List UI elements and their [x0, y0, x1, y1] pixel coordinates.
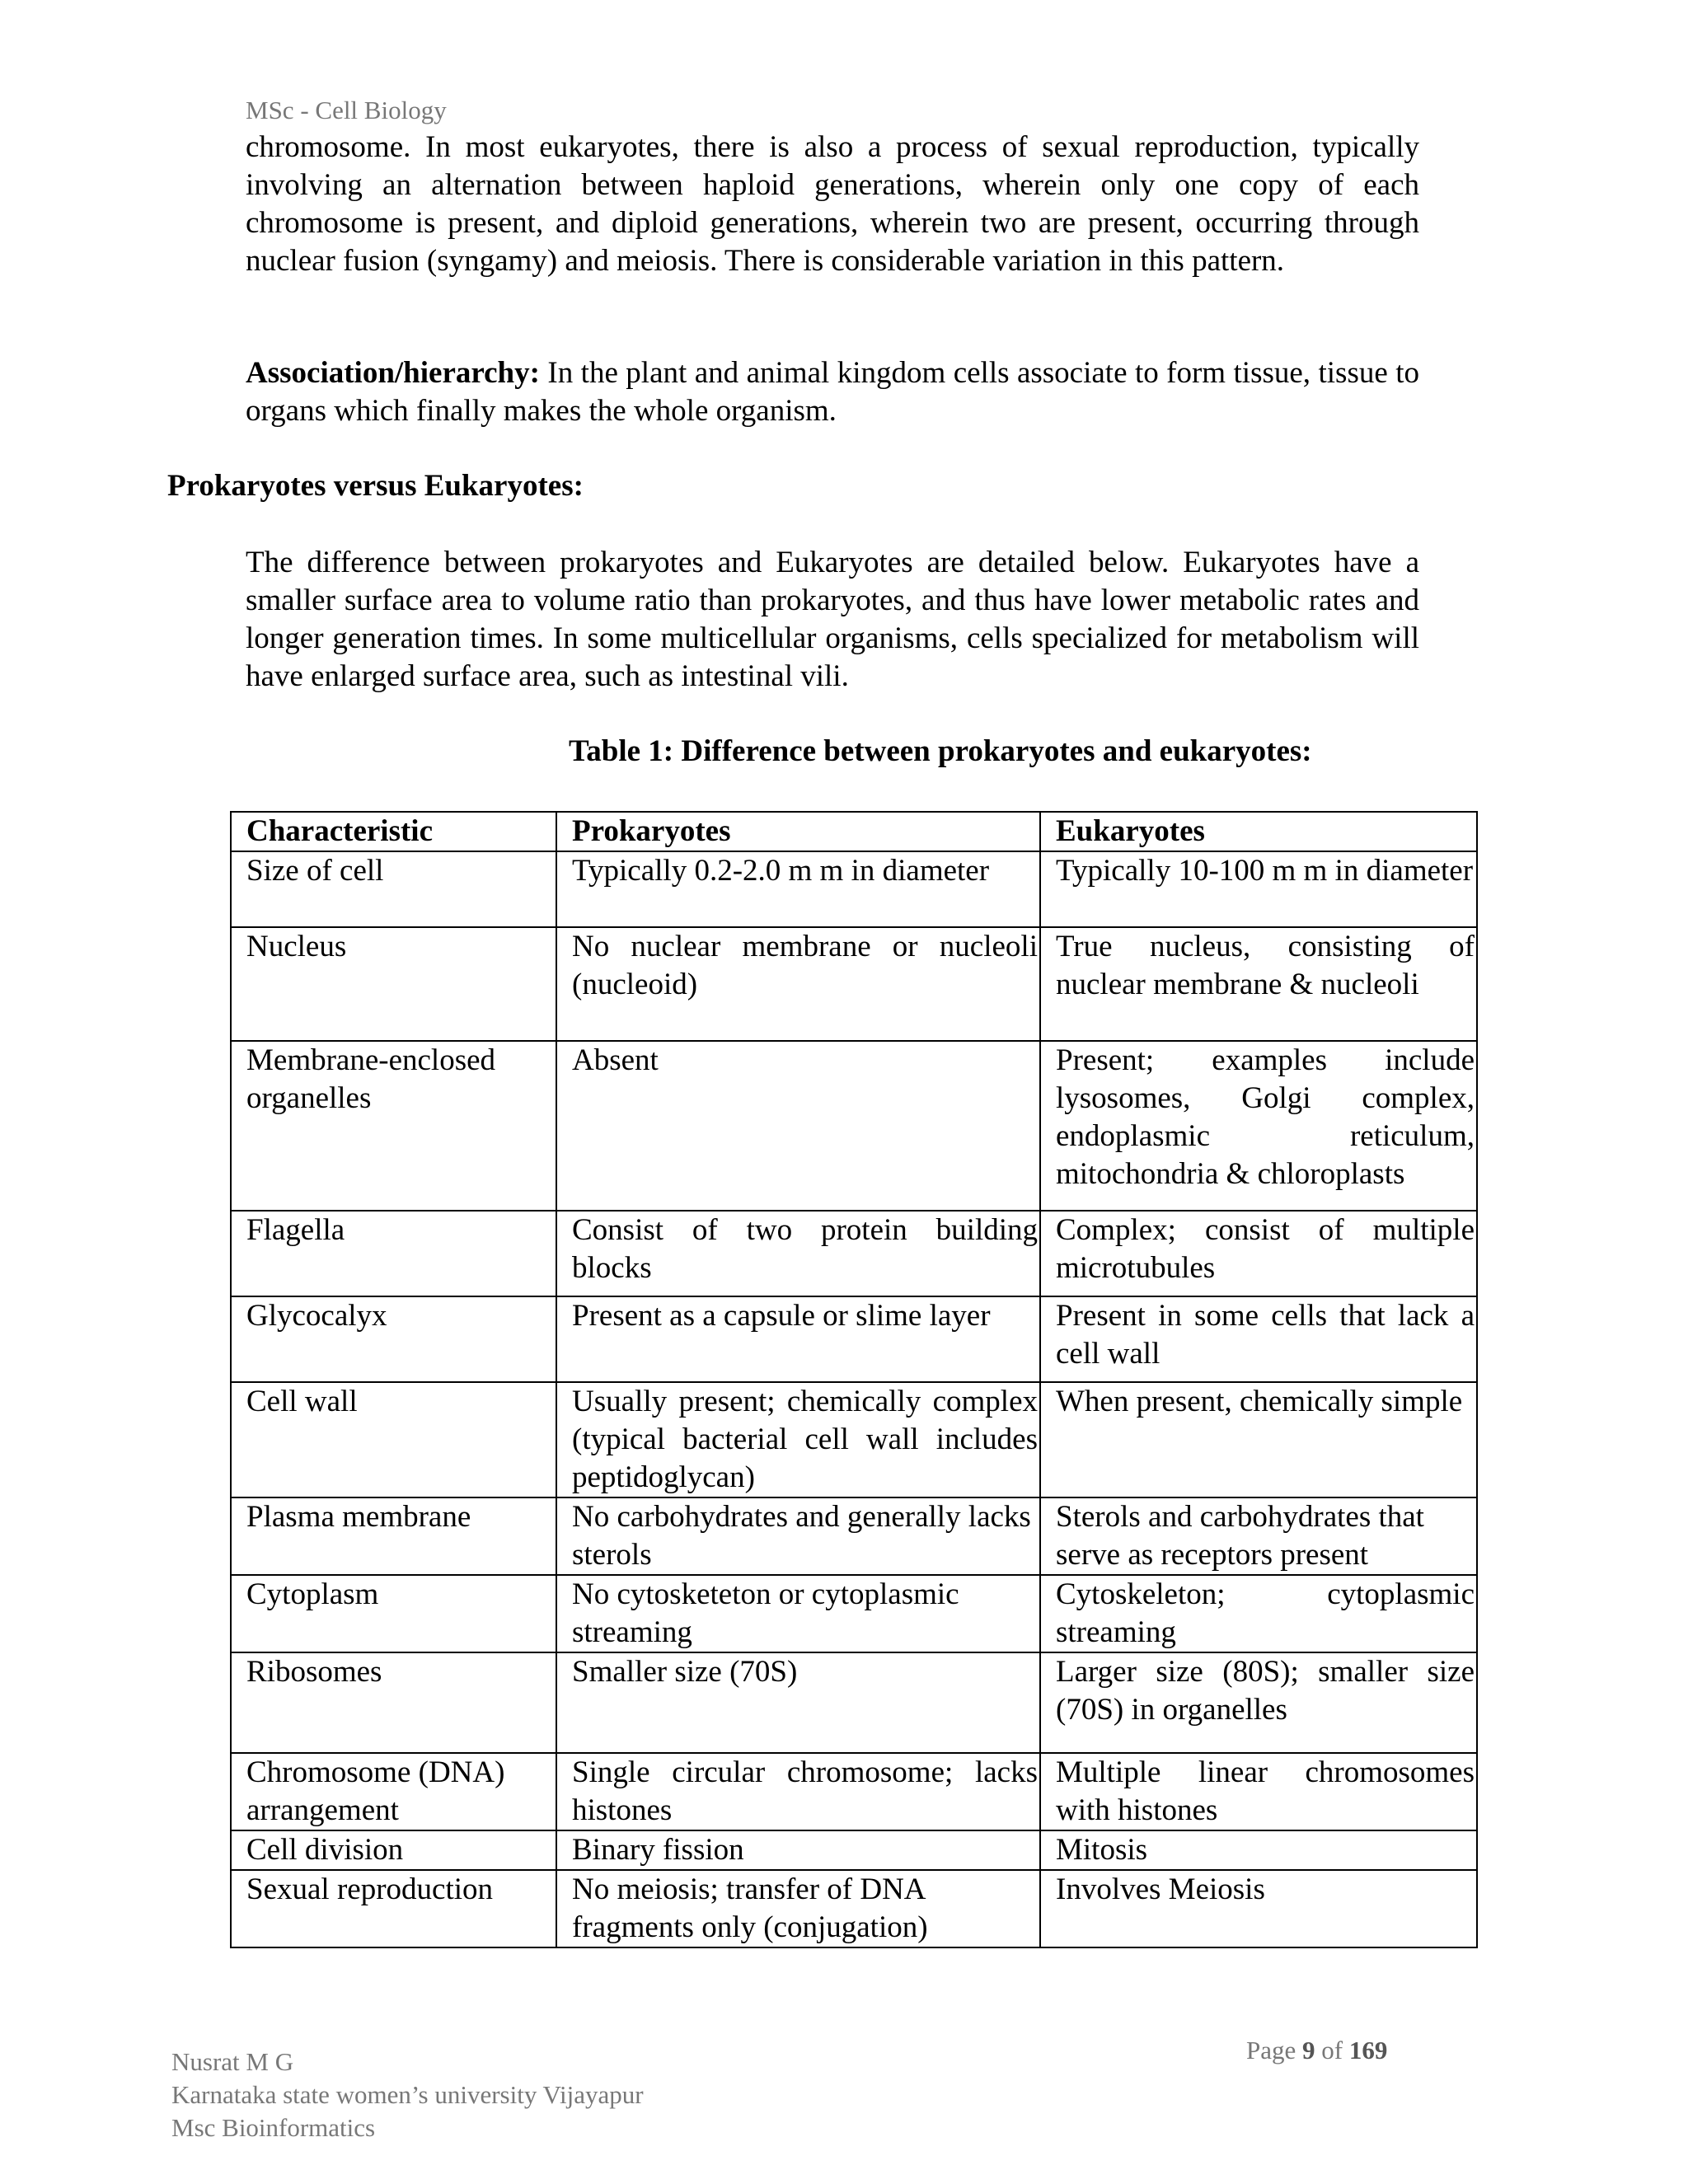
- cell-prokaryotes: No carbohydrates and generally lacks sterols: [556, 1497, 1040, 1575]
- cell-characteristic: Chromosome (DNA) arrangement: [231, 1753, 556, 1830]
- paragraph-sexual-reproduction: chromosome. In most eukaryotes, there is also a process of sexual reproduction, typically involving an alternation between haploid generations, wherein only one copy of each chromosome is present, and diploid generations, wherein two are present, occurring through nuclear fusion (syngamy) and meiosis. There is considerable variation in this pattern.: [246, 130, 1419, 278]
- cell-prokaryotes: No meiosis; transfer of DNA fragments only (conjugation): [556, 1870, 1040, 1947]
- cell-eukaryotes: Mitosis: [1040, 1830, 1477, 1870]
- page-current: 9: [1302, 2036, 1315, 2064]
- cell-characteristic: Cytoplasm: [231, 1575, 556, 1652]
- table-row: [231, 851, 1477, 927]
- cell-characteristic: Glycocalyx: [231, 1296, 556, 1382]
- cell-characteristic: Cell wall: [231, 1382, 556, 1497]
- comparison-table: [230, 811, 1478, 1948]
- cell-characteristic: Plasma membrane: [231, 1497, 556, 1575]
- paragraph-differences: The difference between prokaryotes and Eukaryotes are detailed below. Eukaryotes have a smaller surface area to volume ratio than prokaryotes, and thus have lower metabolic rates and longer generation times. In some multicellular organisms, cells specialized for metabolism will have enlarged surface area, such as intestinal vili.: [246, 546, 1419, 693]
- table-title: Table 1: Difference between prokaryotes and eukaryotes:: [569, 734, 1312, 768]
- table-row: [231, 1382, 1477, 1497]
- cell-eukaryotes: Multiple linear chromosomes with histones: [1040, 1753, 1477, 1830]
- footer-author-block: [171, 2046, 644, 2144]
- table-row: [231, 1753, 1477, 1830]
- table-row: [231, 1830, 1477, 1870]
- table-row: [231, 1497, 1477, 1575]
- cell-characteristic: Flagella: [231, 1211, 556, 1296]
- page-prefix: Page: [1246, 2036, 1303, 2064]
- cell-characteristic: Ribosomes: [231, 1652, 556, 1753]
- cell-characteristic: Size of cell: [231, 851, 556, 927]
- cell-eukaryotes: Typically 10-100 m m in diameter: [1040, 851, 1477, 927]
- header-eukaryotes: Eukaryotes: [1040, 812, 1477, 851]
- cell-characteristic: Cell division: [231, 1830, 556, 1870]
- table-row: [231, 1211, 1477, 1296]
- running-header: MSc - Cell Biology: [246, 96, 447, 124]
- table-row: [231, 1652, 1477, 1753]
- footer-author: Nusrat M G: [171, 2047, 294, 2076]
- table-row: [231, 1296, 1477, 1382]
- page-total: 169: [1348, 2036, 1388, 2064]
- cell-prokaryotes: No cytosketeton or cytoplasmic streaming: [556, 1575, 1040, 1652]
- cell-eukaryotes: Larger size (80S); smaller size (70S) in organelles: [1040, 1652, 1477, 1753]
- paragraph-association: [246, 354, 1419, 430]
- cell-characteristic: Sexual reproduction: [231, 1870, 556, 1947]
- cell-characteristic: Nucleus: [231, 927, 556, 1041]
- cell-eukaryotes: Cytoskeleton; cytoplasmic streaming: [1040, 1575, 1477, 1652]
- cell-prokaryotes: Consist of two protein building blocks: [556, 1211, 1040, 1296]
- cell-eukaryotes: True nucleus, consisting of nuclear membrane & nucleoli: [1040, 927, 1477, 1041]
- page-number: [1246, 2036, 1387, 2065]
- cell-prokaryotes: Smaller size (70S): [556, 1652, 1040, 1753]
- cell-prokaryotes: Usually present; chemically complex (typical bacterial cell wall includes peptidoglycan): [556, 1382, 1040, 1497]
- cell-eukaryotes: Complex; consist of multiple microtubules: [1040, 1211, 1477, 1296]
- cell-prokaryotes: Typically 0.2-2.0 m m in diameter: [556, 851, 1040, 927]
- section-heading: Prokaryotes versus Eukaryotes:: [167, 469, 584, 503]
- cell-eukaryotes: Present; examples include lysosomes, Golgi complex, endoplasmic reticulum, mitochondria & chloroplasts: [1040, 1041, 1477, 1211]
- cell-prokaryotes: Binary fission: [556, 1830, 1040, 1870]
- page-of: of: [1315, 2036, 1349, 2064]
- cell-eukaryotes: Sterols and carbohydrates that serve as receptors present: [1040, 1497, 1477, 1575]
- table-row: [231, 1041, 1477, 1211]
- cell-eukaryotes: When present, chemically simple: [1040, 1382, 1477, 1497]
- header-characteristic: Characteristic: [231, 812, 556, 851]
- footer-program: Msc Bioinformatics: [171, 2113, 376, 2142]
- footer-institution: Karnataka state women’s university Vijayapur: [171, 2080, 644, 2109]
- association-text: In the plant and animal kingdom cells associate to form tissue, tissue to organs which finally makes the whole organism.: [246, 356, 1419, 428]
- table-header-row: [231, 812, 1477, 851]
- table-row: [231, 1870, 1477, 1947]
- cell-prokaryotes: Absent: [556, 1041, 1040, 1211]
- association-label: Association/hierarchy:: [246, 356, 540, 390]
- cell-characteristic: Membrane-enclosed organelles: [231, 1041, 556, 1211]
- table-row: [231, 1575, 1477, 1652]
- cell-prokaryotes: No nuclear membrane or nucleoli (nucleoid): [556, 927, 1040, 1041]
- cell-eukaryotes: Involves Meiosis: [1040, 1870, 1477, 1947]
- header-prokaryotes: Prokaryotes: [556, 812, 1040, 851]
- table-row: [231, 927, 1477, 1041]
- cell-prokaryotes: Present as a capsule or slime layer: [556, 1296, 1040, 1382]
- cell-prokaryotes: Single circular chromosome; lacks histones: [556, 1753, 1040, 1830]
- cell-eukaryotes: Present in some cells that lack a cell wall: [1040, 1296, 1477, 1382]
